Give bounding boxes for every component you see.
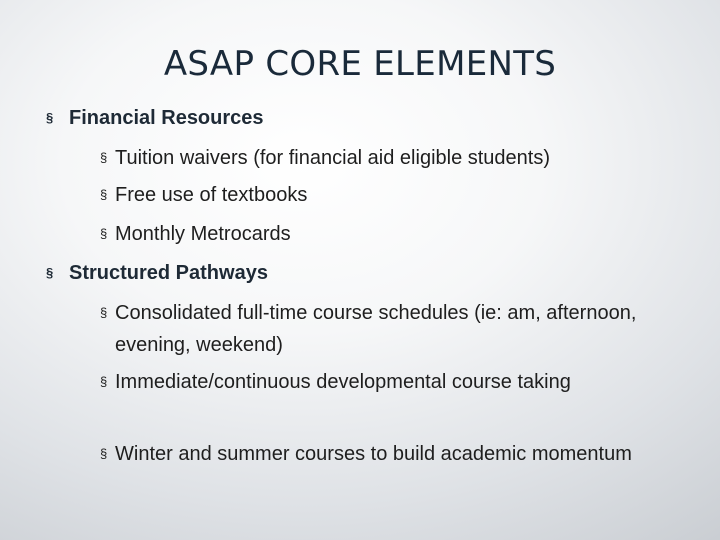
section-structured-pathways [46,257,268,289]
list-item [100,438,640,470]
list-item-text: Winter and summer courses to build academic momentum [115,443,632,465]
list-item-text: Consolidated full-time course schedules (ie: am, afternoon, evening, weekend) [115,302,637,356]
list-item-text: Tuition waivers (for financial aid eligible students) [115,147,551,169]
bullet-marker-icon: § [100,150,108,165]
bullet-marker-icon: § [100,187,108,202]
bullet-marker-icon: § [100,374,108,389]
section-label: Structured Pathways [69,262,268,284]
bullet-marker-icon: § [100,446,108,461]
bullet-marker-icon: § [46,265,54,280]
slide-title: ASAP CORE ELEMENTS [163,44,557,84]
bullet-marker-icon: § [100,226,108,241]
list-item [100,366,640,398]
list-item [100,297,640,361]
list-item-text: Free use of textbooks [115,184,308,206]
list-item [100,218,640,250]
section-label: Financial Resources [69,107,264,129]
list-item-text: Immediate/continuous developmental course taking [115,371,571,393]
list-item [100,142,640,174]
list-item [100,179,640,211]
section-financial-resources [46,102,264,134]
bullet-marker-icon: § [46,110,54,125]
list-item-text: Monthly Metrocards [115,223,291,245]
bullet-marker-icon: § [100,305,108,320]
